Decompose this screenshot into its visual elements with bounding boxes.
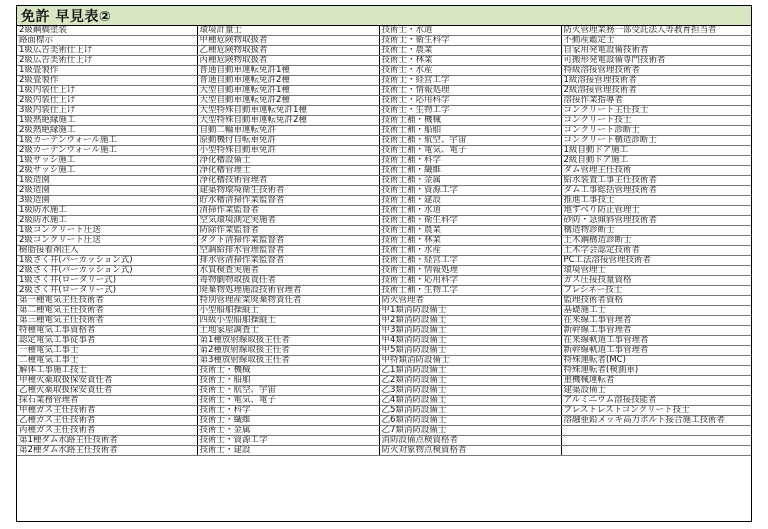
table-cell: 2級広告美術仕上げ [17,56,197,66]
table-cell: 乙種火薬取扱保安責任者 [17,386,197,396]
table-cell: 2級熱絶縁施工 [17,126,197,136]
table-cell: 2級鋼橋塗装 [17,26,197,36]
table-cell: 第三種電気主任技術者 [17,316,197,326]
table-cell: 乙5類消防設備士 [379,406,561,416]
table-cell: コンクリート診断士 [561,126,751,136]
table-cell: 技術士・応用科学 [379,96,561,106]
table-cell: 新幹線工事管理者 [561,326,751,336]
table-cell: 溶融亜鉛メッキ高力ボルト接合施工技術者 [561,416,751,426]
table-cell: 大型自動車運転免許2種 [197,96,379,106]
table-cell: 普通自動車運転免許2種 [197,76,379,86]
table-cell: 技術士補・情報処理 [379,266,561,276]
table-cell: 土木学会認定技術者 [561,246,751,256]
table-row [17,446,751,456]
table-cell: 技術士・機械 [197,366,379,376]
table-cell: 乙6類消防設備士 [379,416,561,426]
table-row [17,396,751,406]
table-cell: 2級サッシ施工 [17,166,197,176]
table-row [17,136,751,146]
table-row [17,196,751,206]
table-cell: 大型自動車運転免許1種 [197,86,379,96]
table-cell [561,446,751,456]
table-cell: 1級カーテンウォール施工 [17,136,197,146]
table-cell: PC工法溶接管理技術者 [561,256,751,266]
table-cell: 技術士・水道 [379,26,561,36]
table-cell: 毒物劇物取扱責任者 [197,276,379,286]
table-cell: 乙3類消防設備士 [379,386,561,396]
table-cell: 自家用発電設備技術者 [561,46,751,56]
table-cell: 2級防水施工 [17,216,197,226]
table-row [17,346,751,356]
table-cell [561,426,751,436]
table-cell: 小型特殊自動車免許 [197,146,379,156]
table-cell: 技術士補・応用科学 [379,276,561,286]
table-cell: 採石業務管理者 [17,396,197,406]
table-cell: 環境管理士 [561,266,751,276]
table-cell: 第二種電気主任技術者 [17,306,197,316]
table-cell: 技術士・生物工学 [379,106,561,116]
table-cell: 給水装置工事主任技術者 [561,176,751,186]
table-cell: 推進工事技士 [561,196,751,206]
table-cell: 砂防・急傾斜管理技術者 [561,216,751,226]
table-cell: 2級さく井(ロータリー式) [17,286,197,296]
table-cell: 乙7類消防設備士 [379,426,561,436]
table-cell: 技術士補・生物工学 [379,286,561,296]
table-cell: 技術士補・衛生科学 [379,216,561,226]
table-cell: 特級溶接管理技術者 [561,66,751,76]
table-cell: 技術士補・船舶 [379,126,561,136]
title-bar [17,6,751,26]
table-cell: 1級防水施工 [17,206,197,216]
table-cell: アルミニウム溶接技能者 [561,396,751,406]
table-cell: プレストレストコンクリート技士 [561,406,751,416]
table-cell: 技術士・資源工学 [197,436,379,446]
table-cell: 3級内装仕上げ [17,106,197,116]
table-row [17,426,751,436]
table-cell: 第2種ダム水路主任技術者 [17,446,197,456]
table-cell: 甲2類消防設備士 [379,316,561,326]
table-row [17,26,751,36]
table-cell: 四級小型船舶操縦士 [197,316,379,326]
table-row [17,316,751,326]
table-row [17,386,751,396]
table-row [17,96,751,106]
table-cell: 乙1類消防設備士 [379,366,561,376]
table-cell: 貯水槽清掃作業監督者 [197,196,379,206]
table-cell: 技術士・水産 [379,66,561,76]
table-cell: 特種電気工事資格者 [17,326,197,336]
table-cell: 土地家屋調査士 [197,326,379,336]
table-cell: 可搬形発電設備専門技術者 [561,56,751,66]
table-cell: 甲4類消防設備士 [379,336,561,346]
table-cell: 建築物環境衛生技術者 [197,186,379,196]
table-cell: 監理技術者資格 [561,296,751,306]
table-cell: 浄化槽管理士 [197,166,379,176]
table-cell: 乙2類消防設備士 [379,376,561,386]
table-cell: 特別管理産業廃棄物責任者 [197,296,379,306]
table-cell: 技術士補・科学 [379,156,561,166]
table-cell: 甲種火薬取扱保安責任者 [17,376,197,386]
table-cell: 廃棄物処理施設技術管理者 [197,286,379,296]
table-cell: 防火対象物点検資格者 [379,446,561,456]
table-row [17,206,751,216]
table-cell: 基礎施工士 [561,306,751,316]
table-row [17,276,751,286]
table-cell: 防除作業監督者 [197,226,379,236]
table-cell: 甲種ガス主任技術者 [17,406,197,416]
table-cell: 認定電気工事従事者 [17,336,197,346]
table-cell: 1級畳製作 [17,66,197,76]
table-cell: 2級畳製作 [17,76,197,86]
table-cell: ガス圧接技量資格 [561,276,751,286]
table-cell: 技術士補・機械 [379,116,561,126]
table-cell: 特殊運転者(MC) [561,356,751,366]
license-table-body [17,26,751,456]
table-cell: コンクリート主任技士 [561,106,751,116]
table-cell: コンクリート構造診断士 [561,136,751,146]
table-cell: 技術士補・農業 [379,226,561,236]
table-row [17,76,751,86]
table-cell: 第3種放射線取扱主任者 [197,356,379,366]
table-cell: 技術士補・林業 [379,236,561,246]
table-cell: 技術士補・経営工学 [379,256,561,266]
table-cell: 技術士・繊維 [197,416,379,426]
table-cell: 技術士補・資源工学 [379,186,561,196]
table-cell: 清掃作業監督者 [197,206,379,216]
table-row [17,306,751,316]
table-cell: 技術士・経営工学 [379,76,561,86]
table-row [17,126,751,136]
table-cell: 技術士・金属 [197,426,379,436]
table-cell: 技術士・科学 [197,406,379,416]
table-cell: 第1種ダム水路主任技術者 [17,436,197,446]
license-table [17,26,751,456]
table-cell: 大型特殊自動車運転免許1種 [197,106,379,116]
table-cell: 技術士・林業 [379,56,561,66]
table-cell: 2級カーテンウォール施工 [17,146,197,156]
table-cell: 1級サッシ施工 [17,156,197,166]
table-row [17,106,751,116]
table-cell: 丙種危険物取扱者 [197,56,379,66]
table-row [17,166,751,176]
table-row [17,86,751,96]
table-cell: 技術士・衛生科学 [379,36,561,46]
table-cell: 浄化槽技術管理者 [197,176,379,186]
table-cell: 1級自動ドア施工 [561,146,751,156]
table-cell: 特殊運転者(検測車) [561,366,751,376]
table-row [17,216,751,226]
table-cell: 路面標示 [17,36,197,46]
table-row [17,116,751,126]
table-row [17,46,751,56]
table-cell: コンクリート技士 [561,116,751,126]
table-cell: 普通自動車運転免許1種 [197,66,379,76]
table-cell: 水質検査実施者 [197,266,379,276]
table-cell: 甲5類消防設備士 [379,346,561,356]
table-cell: 浄化槽設備士 [197,156,379,166]
table-row [17,376,751,386]
table-row [17,436,751,446]
table-cell: 甲3類消防設備士 [379,326,561,336]
table-cell: 空調給排水管理監督者 [197,246,379,256]
table-row [17,236,751,246]
table-cell: フレシネー技士 [561,286,751,296]
table-cell: 技術士・情報処理 [379,86,561,96]
table-cell: 1級コンクリート圧送 [17,226,197,236]
table-row [17,326,751,336]
table-row [17,66,751,76]
table-cell: 1級溶接管理技術者 [561,76,751,86]
table-cell: 防火管理業務一部受託法人等教育担当者 [561,26,751,36]
table-cell: 防火管理者 [379,296,561,306]
license-quick-reference-sheet [16,5,752,522]
table-row [17,336,751,346]
table-cell: 技術士・航空、宇宙 [197,386,379,396]
table-cell: ダム工事総括管理技術者 [561,186,751,196]
table-cell: 構造物診断士 [561,226,751,236]
table-cell: 2級コンクリート圧送 [17,236,197,246]
table-cell: 技術士・船舶 [197,376,379,386]
table-cell: 自動二輪車運転免許 [197,126,379,136]
table-cell: 乙4類消防設備士 [379,396,561,406]
table-cell: 建築設備士 [561,386,751,396]
table-cell: 小型船舶操縦士 [197,306,379,316]
table-row [17,296,751,306]
table-cell: 樹脂接着剤注入 [17,246,197,256]
table-cell [561,436,751,446]
table-row [17,356,751,366]
table-cell: 第1種放射線取扱主任者 [197,336,379,346]
table-row [17,156,751,166]
table-cell: 2級造園 [17,186,197,196]
table-cell: 第一種電気主任技術者 [17,296,197,306]
table-cell: ダクト清掃作業監督者 [197,236,379,246]
table-cell: 大型特殊自動車運転免許2種 [197,116,379,126]
table-cell: 排水管清掃作業監督者 [197,256,379,266]
table-row [17,266,751,276]
table-cell: 重機械運転者 [561,376,751,386]
table-cell: 技術士補・電気、電子 [379,146,561,156]
table-cell: 技術士補・繊維 [379,166,561,176]
table-cell: 3級造園 [17,196,197,206]
table-cell: 1級内装仕上げ [17,86,197,96]
table-cell: 1級造園 [17,176,197,186]
table-row [17,36,751,46]
table-cell: 在来線工事管理者 [561,316,751,326]
table-row [17,186,751,196]
table-cell: 技術士・電気、電子 [197,396,379,406]
table-cell: 丙種ガス主任技術者 [17,426,197,436]
table-cell: 在来線軌道工事管理者 [561,336,751,346]
table-cell: 技術士補・航空、宇宙 [379,136,561,146]
table-row [17,406,751,416]
table-cell: 技術士補・建設 [379,196,561,206]
table-cell: 2級溶接管理技術者 [561,86,751,96]
table-row [17,146,751,156]
table-cell: 空気環境測定実施者 [197,216,379,226]
table-row [17,256,751,266]
table-row [17,416,751,426]
table-cell: 新幹線軌道工事管理者 [561,346,751,356]
table-cell: 溶接作業指導者 [561,96,751,106]
table-row [17,176,751,186]
table-cell: 甲1類消防設備士 [379,306,561,316]
table-cell: 技術士・建設 [197,446,379,456]
table-cell: 2級内装仕上げ [17,96,197,106]
table-cell: 環境計量士 [197,26,379,36]
page-title: 免許 早見表② [21,8,112,25]
table-row [17,286,751,296]
table-cell: 一種電気工事士 [17,346,197,356]
table-cell: 技術士補・金属 [379,176,561,186]
table-cell: 技術士補・水道 [379,206,561,216]
table-row [17,226,751,236]
table-cell: 土木鋼構造診断士 [561,236,751,246]
table-cell: 消防設備点検資格者 [379,436,561,446]
table-cell: 1級広告美術仕上げ [17,46,197,56]
table-cell: 二種電気工事士 [17,356,197,366]
table-cell: 解体工事施工技士 [17,366,197,376]
table-cell: 乙種ガス主任技術者 [17,416,197,426]
table-cell: 1級熱絶縁施工 [17,116,197,126]
table-cell: 2級自動ドア施工 [561,156,751,166]
table-cell: 技術士・農業 [379,46,561,56]
table-cell: 原動機付自転車免許 [197,136,379,146]
table-cell: 乙種危険物取扱者 [197,46,379,56]
table-cell: 第2種放射線取扱主任者 [197,346,379,356]
table-cell: 不動産鑑定士 [561,36,751,46]
table-cell: 甲種危険物取扱者 [197,36,379,46]
table-cell: 技術士補・水産 [379,246,561,256]
table-row [17,366,751,376]
table-cell: 1級さく井(ロータリー式) [17,276,197,286]
table-row [17,56,751,66]
table-cell: ダム管理主任技術 [561,166,751,176]
table-cell: 2級さく井(パーカッション式) [17,266,197,276]
table-cell: 1級さく井(パーカッション式) [17,256,197,266]
table-row [17,246,751,256]
table-cell: 地すべり防止管理士 [561,206,751,216]
table-cell: 甲特類消防設備士 [379,356,561,366]
